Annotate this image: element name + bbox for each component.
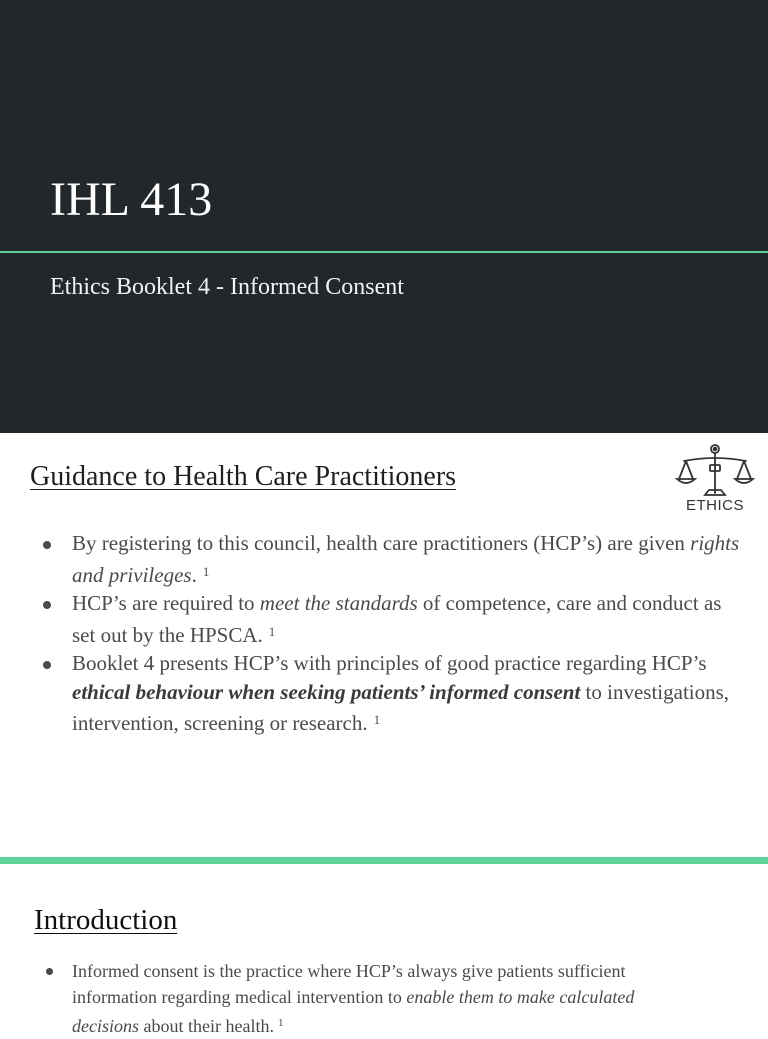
bullet-list (44, 958, 704, 1039)
footnote-ref: 1 (277, 1017, 284, 1029)
list-item (40, 589, 740, 649)
slide-title: IHL 413 (50, 173, 213, 226)
bullet-text: Booklet 4 presents HCP’s with principles of good practice regarding HCP’s (72, 651, 707, 675)
bullet-emphasis: rights and privileges (72, 531, 740, 587)
bullet-text-end: of competence, care and conduct as set out by the HPSCA. (72, 591, 722, 647)
ethics-logo-label: ETHICS (685, 497, 744, 514)
ethics-logo (674, 443, 756, 519)
bullet-emphasis: ethical behaviour when seeking patients’ informed consent (72, 679, 581, 704)
footnote-ref: 1 (268, 623, 276, 639)
bullet-dot-icon (46, 968, 53, 975)
footnote-ref: 1 (373, 712, 381, 727)
footnote-ref: 1 (202, 563, 210, 579)
accent-divider (0, 251, 768, 253)
bullet-dot-icon (43, 661, 51, 669)
bullet-text: By registering to this council, health care practitioners (HCP’s) are given (72, 531, 691, 555)
bullet-text: Informed consent is the practice where HCP’s always give patients sufficient information regarding medical intervention to (72, 961, 626, 1007)
bullet-list (40, 529, 740, 738)
bullet-emphasis: meet the standards (259, 591, 418, 615)
introduction-slide (0, 864, 768, 1036)
slide-heading: Introduction (34, 904, 178, 936)
slide-subtitle: Ethics Booklet 4 - Informed Consent (50, 274, 404, 300)
bullet-dot-icon (43, 601, 51, 609)
bullet-dot-icon (43, 541, 51, 549)
bullet-text-end: about their health. (139, 1016, 274, 1036)
list-item (40, 529, 740, 589)
scales-of-justice-icon (674, 443, 756, 499)
slide-heading: Guidance to Health Care Practitioners (30, 461, 457, 492)
bullet-emphasis: enable them to make calculated decisions (72, 987, 635, 1036)
slide-divider (0, 857, 768, 864)
list-item (44, 958, 704, 1039)
bullet-text-end: . (191, 562, 197, 587)
guidance-slide (0, 433, 768, 857)
bullet-text-end: to investigations, intervention, screening or research. (72, 679, 730, 735)
list-item (40, 649, 740, 738)
bullet-text: HCP’s are required to (72, 591, 260, 615)
title-slide (0, 0, 768, 433)
